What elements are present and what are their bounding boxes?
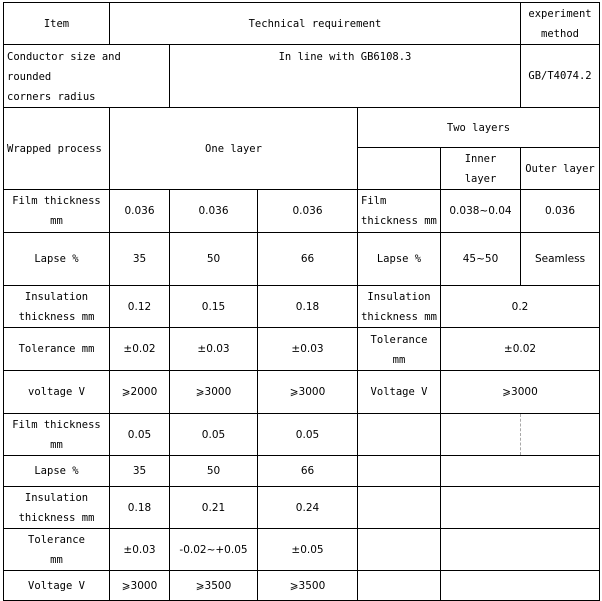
value-cell: 66 [258, 456, 358, 487]
value-cell: 66 [258, 233, 358, 286]
outer-value: Seamless [521, 233, 600, 286]
table-row [4, 571, 600, 601]
table-row [4, 328, 600, 371]
value-cell: 0.036 [258, 190, 358, 233]
value-cell: ±0.03 [170, 328, 258, 371]
empty-cell [358, 529, 441, 571]
row-label: Insulation thickness mm [4, 286, 110, 328]
value-cell: ±0.03 [110, 529, 170, 571]
header-technical-requirement: Technical requirement [110, 3, 521, 45]
table-row [4, 487, 600, 529]
row-label-two-layers: Tolerance mm [358, 328, 441, 371]
value-cell: ⩾3000 [110, 571, 170, 601]
empty-cell [358, 487, 441, 529]
empty-cell [358, 571, 441, 601]
technical-requirement-table [3, 2, 600, 601]
two-layers-blank [358, 148, 441, 190]
row-label: Lapse % [4, 233, 110, 286]
value-cell: 0.05 [258, 414, 358, 456]
empty-cell [358, 456, 441, 487]
row-label: Tolerance mm [4, 328, 110, 371]
outer-value: 0.036 [521, 190, 600, 233]
table-row [4, 190, 600, 233]
conductor-row [4, 45, 600, 108]
row-label-two-layers: Voltage V [358, 371, 441, 414]
empty-cell [521, 414, 600, 456]
value-cell: 0.24 [258, 487, 358, 529]
table-row [4, 414, 600, 456]
empty-cell [441, 529, 600, 571]
one-layer-header: One layer [110, 108, 358, 190]
value-cell: 0.15 [170, 286, 258, 328]
value-cell: -0.02~+0.05 [170, 529, 258, 571]
inner-value: 45~50 [441, 233, 521, 286]
row-label: Film thickness mm [4, 190, 110, 233]
value-cell: 0.18 [258, 286, 358, 328]
value-cell: 0.18 [110, 487, 170, 529]
empty-cell [441, 487, 600, 529]
value-cell: ⩾3000 [258, 371, 358, 414]
row-label: Voltage V [4, 571, 110, 601]
header-experiment-method: experiment method [521, 3, 600, 45]
row-label-two-layers: Insulation thickness mm [358, 286, 441, 328]
header-item: Item [4, 3, 110, 45]
conductor-requirement: In line with GB6108.3 [170, 45, 521, 108]
value-cell: ⩾2000 [110, 371, 170, 414]
spec-sheet [3, 2, 599, 592]
row-label: Insulation thickness mm [4, 487, 110, 529]
empty-cell [441, 456, 600, 487]
row-label-two-layers: Lapse % [358, 233, 441, 286]
row-label: Film thickness mm [4, 414, 110, 456]
value-cell: 0.036 [110, 190, 170, 233]
table-row [4, 286, 600, 328]
row-label: Tolerance mm [4, 529, 110, 571]
table-row [4, 233, 600, 286]
value-cell: 35 [110, 233, 170, 286]
merged-value: 0.2 [441, 286, 600, 328]
outer-layer-header: Outer layer [521, 148, 600, 190]
row-label: voltage V [4, 371, 110, 414]
row-label: Lapse % [4, 456, 110, 487]
inner-value: 0.038~0.04 [441, 190, 521, 233]
wrapped-process-label: Wrapped process [4, 108, 110, 190]
merged-value: ⩾3000 [441, 371, 600, 414]
table-row [4, 371, 600, 414]
value-cell: 0.21 [170, 487, 258, 529]
table-row [4, 456, 600, 487]
value-cell: 0.12 [110, 286, 170, 328]
value-cell: ⩾3500 [170, 571, 258, 601]
header-row [4, 3, 600, 45]
value-cell: 50 [170, 456, 258, 487]
inner-layer-header: Inner layer [441, 148, 521, 190]
value-cell: ±0.03 [258, 328, 358, 371]
value-cell: ⩾3500 [258, 571, 358, 601]
wrapped-row-1 [4, 108, 600, 148]
value-cell: ±0.05 [258, 529, 358, 571]
value-cell: 0.05 [170, 414, 258, 456]
value-cell: 0.036 [170, 190, 258, 233]
row-label-two-layers: Film thickness mm [358, 190, 441, 233]
value-cell: ⩾3000 [170, 371, 258, 414]
two-layers-header: Two layers [358, 108, 600, 148]
value-cell: ±0.02 [110, 328, 170, 371]
conductor-label: Conductor size and rounded corners radius [4, 45, 170, 108]
empty-cell [441, 414, 521, 456]
empty-cell [441, 571, 600, 601]
value-cell: 35 [110, 456, 170, 487]
value-cell: 50 [170, 233, 258, 286]
empty-cell [358, 414, 441, 456]
table-row [4, 529, 600, 571]
conductor-method: GB/T4074.2 [521, 45, 600, 108]
value-cell: 0.05 [110, 414, 170, 456]
merged-value: ±0.02 [441, 328, 600, 371]
